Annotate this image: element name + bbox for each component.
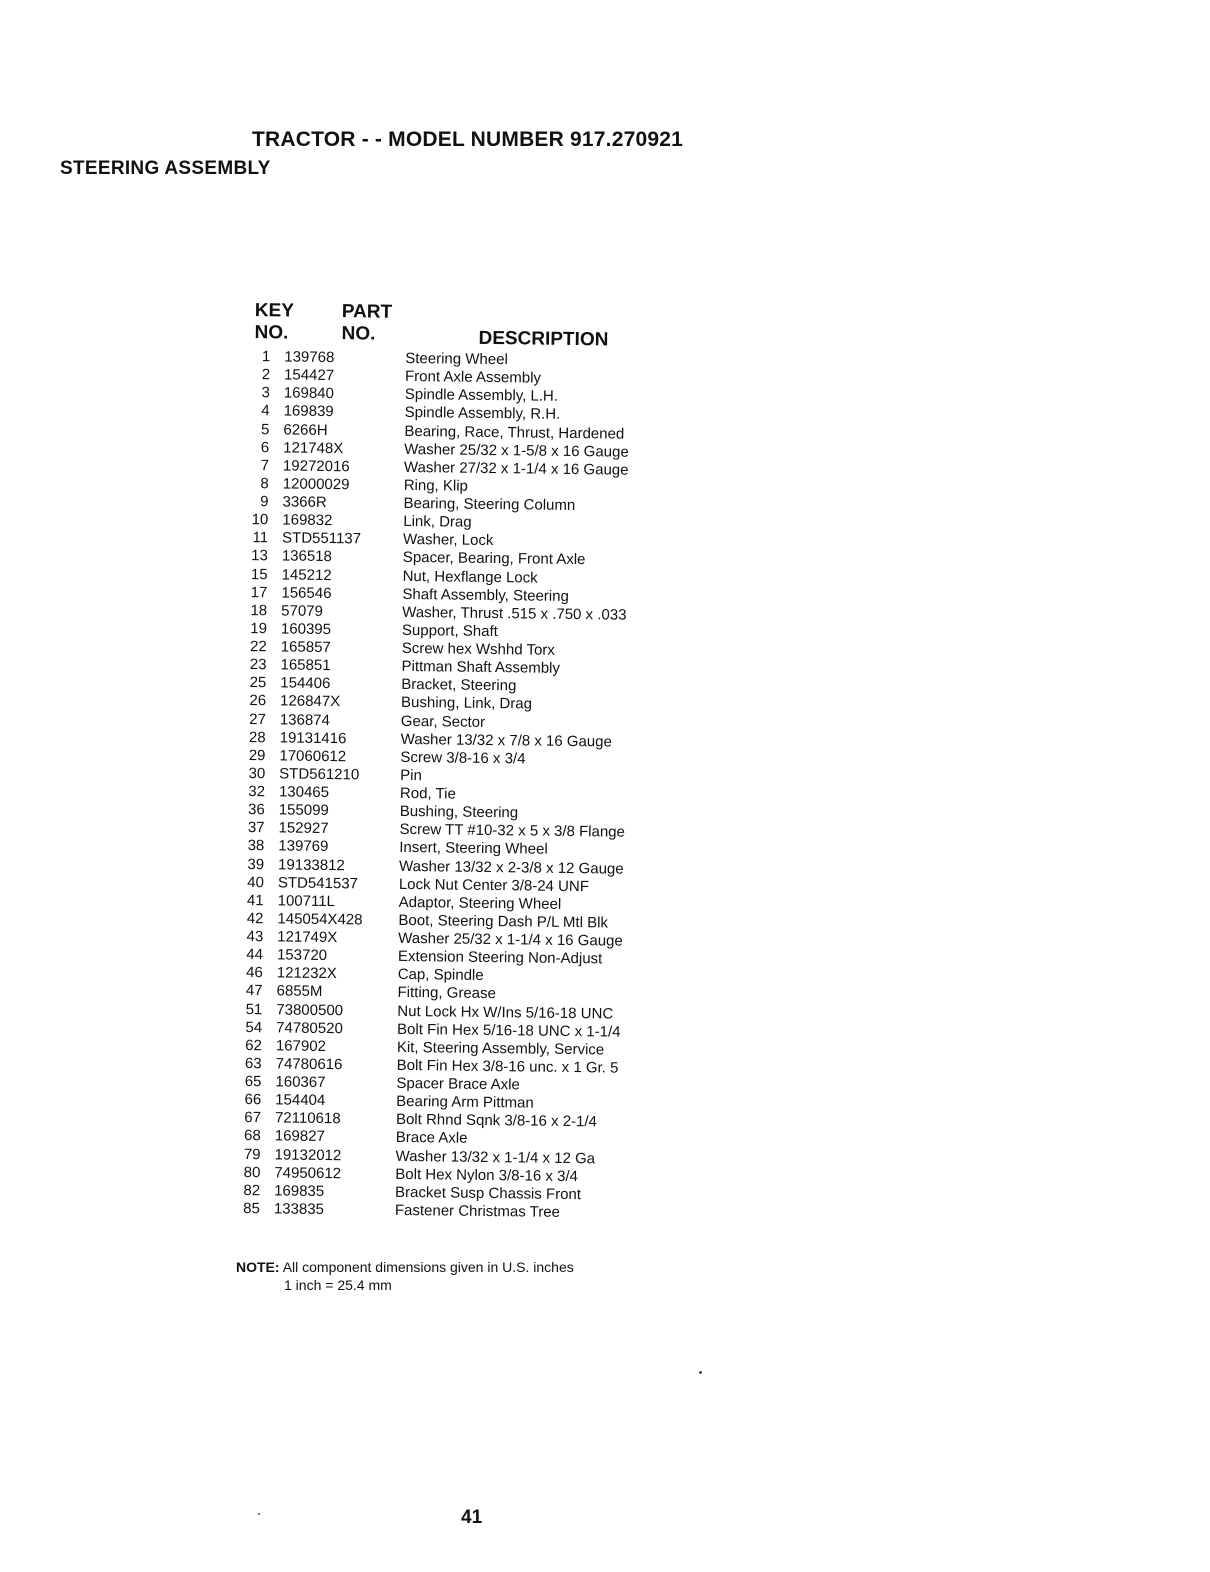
key-number: 6 — [260, 438, 270, 456]
part-number: 153720 — [276, 946, 328, 965]
page-title: TRACTOR - - MODEL NUMBER 917.270921 — [252, 128, 683, 151]
part-description: Bushing, Link, Drag — [400, 694, 533, 713]
key-number: 42 — [246, 909, 264, 928]
key-number: 85 — [243, 1199, 261, 1218]
part-description: Boot, Steering Dash P/L Mtl Blk — [398, 911, 609, 932]
key-number: 26 — [249, 692, 267, 710]
part-description: Washer 13/32 x 1-1/4 x 12 Ga — [395, 1147, 596, 1167]
parts-table — [236, 300, 687, 1223]
part-number: 133835 — [273, 1200, 325, 1218]
header-description: DESCRIPTION — [478, 327, 609, 351]
part-number: 165851 — [280, 656, 331, 675]
key-number: 82 — [243, 1181, 261, 1199]
key-number: 25 — [249, 674, 267, 692]
key-number: 39 — [247, 855, 265, 873]
part-number: 169840 — [283, 384, 335, 403]
part-description: Washer, Thrust .515 x .750 x .033 — [402, 603, 627, 624]
part-number: 100711L — [277, 892, 336, 910]
part-description: Kit, Steering Assembly, Service — [396, 1038, 605, 1059]
part-number: 19131416 — [279, 729, 347, 747]
part-description: Bolt Fin Hex 3/8-16 unc. x 1 Gr. 5 — [396, 1056, 619, 1077]
part-description: Washer, Lock — [402, 531, 494, 550]
part-description: Fitting, Grease — [397, 984, 497, 1003]
part-number: 160367 — [275, 1073, 326, 1092]
key-number: 4 — [261, 402, 270, 420]
part-description: Bolt Rhnd Sqnk 3/8-16 x 2-1/4 — [395, 1111, 598, 1131]
part-description: Gear, Sector — [400, 712, 486, 731]
part-number: 154427 — [283, 366, 335, 385]
part-description: Spindle Assembly, L.H. — [404, 386, 559, 406]
part-description: Steering Wheel — [405, 349, 508, 369]
part-number: 126847X — [279, 692, 341, 711]
part-description: Support, Shaft — [401, 621, 498, 640]
part-description: Bolt Fin Hex 5/16-18 UNC x 1-1/4 — [397, 1020, 621, 1041]
part-description: Pittman Shaft Assembly — [401, 658, 561, 677]
key-number: 18 — [250, 601, 268, 620]
header-key-line1: KEY — [254, 300, 295, 322]
key-number: 44 — [246, 946, 264, 964]
key-number: 27 — [249, 710, 266, 728]
part-number: 6266H — [283, 420, 328, 439]
key-number: 65 — [244, 1073, 262, 1091]
part-number: 73800500 — [276, 1000, 344, 1019]
part-number: 154404 — [275, 1091, 326, 1110]
part-number: 74780616 — [275, 1055, 343, 1074]
key-number: 8 — [260, 475, 269, 493]
part-description: Nut, Hexflange Lock — [402, 567, 538, 587]
part-number: 12000029 — [282, 475, 350, 494]
part-description: Adaptor, Steering Wheel — [398, 893, 562, 913]
part-number: 72110618 — [274, 1109, 341, 1128]
part-description: Spacer Brace Axle — [396, 1074, 520, 1094]
part-description: Link, Drag — [403, 513, 472, 531]
key-number: 10 — [251, 511, 269, 529]
part-description: Spacer, Bearing, Front Axle — [402, 549, 586, 569]
part-number: 74950612 — [274, 1164, 342, 1182]
part-number: 169827 — [274, 1127, 325, 1146]
key-number: 13 — [251, 547, 268, 565]
part-number: 160395 — [280, 620, 332, 638]
part-number: 121748X — [283, 439, 344, 457]
part-number: 136518 — [281, 547, 333, 566]
part-number: 169839 — [283, 402, 334, 421]
part-number: 6855M — [276, 982, 323, 1001]
part-number: 155099 — [278, 801, 329, 820]
part-number: 169832 — [282, 511, 333, 530]
key-number: 47 — [245, 982, 263, 1000]
part-description: Screw hex Wshhd Torx — [401, 639, 555, 659]
note — [236, 1258, 574, 1294]
header-part-line1: PART — [341, 301, 393, 323]
key-number: 22 — [249, 638, 267, 656]
part-description: Washer 25/32 x 1-5/8 x 16 Gauge — [404, 440, 629, 461]
part-number: 74780520 — [276, 1019, 343, 1037]
part-number: 169835 — [274, 1182, 325, 1200]
part-description: Bearing, Race, Thrust, Hardened — [404, 422, 625, 443]
key-number: 2 — [261, 366, 271, 384]
key-number: 9 — [260, 493, 269, 511]
part-number: 145054X428 — [277, 910, 363, 929]
part-number: 19272016 — [282, 457, 350, 476]
table-header — [246, 300, 687, 353]
part-description: Bearing, Steering Column — [403, 494, 576, 515]
key-number: 46 — [245, 964, 263, 982]
part-number: 139769 — [278, 837, 329, 856]
header-part-line2: NO. — [341, 323, 376, 345]
key-number: 43 — [246, 928, 264, 946]
part-number: 121749X — [277, 928, 338, 947]
part-number: 3366R — [282, 493, 327, 511]
part-description: Pin — [400, 766, 422, 785]
key-number: 23 — [249, 656, 267, 674]
part-number: 152927 — [278, 819, 329, 838]
key-number: 30 — [248, 764, 266, 783]
part-number: STD561210 — [279, 765, 360, 784]
key-number: 5 — [260, 420, 270, 438]
key-number: 29 — [248, 746, 266, 765]
part-description: Fastener Christmas Tree — [394, 1201, 561, 1221]
part-description: Shaft Assembly, Steering — [402, 585, 569, 605]
part-number: 136874 — [279, 710, 331, 729]
part-description: Washer 13/32 x 7/8 x 16 Gauge — [400, 730, 612, 751]
part-number: 130465 — [278, 783, 330, 802]
key-number: 17 — [250, 583, 268, 601]
part-number: 167902 — [275, 1037, 327, 1055]
part-number: 156546 — [281, 584, 332, 602]
part-description: Bushing, Steering — [399, 803, 519, 822]
part-description: Front Axle Assembly — [404, 368, 542, 387]
key-number: 68 — [243, 1127, 261, 1145]
key-number: 62 — [245, 1036, 262, 1054]
key-number: 80 — [243, 1163, 261, 1181]
key-number: 11 — [252, 529, 269, 547]
parts-list — [236, 348, 687, 1223]
part-number: 17060612 — [279, 747, 347, 765]
key-number: 28 — [248, 728, 266, 746]
note-conversion: 1 inch = 25.4 mm — [284, 1277, 392, 1293]
key-number: 67 — [244, 1109, 262, 1127]
part-description: Washer 25/32 x 1-1/4 x 16 Gauge — [398, 929, 623, 950]
key-number: 7 — [260, 456, 270, 475]
key-number: 1 — [261, 348, 271, 366]
key-number: 66 — [244, 1091, 262, 1109]
part-description: Nut Lock Hx W/Ins 5/16-18 UNC — [397, 1002, 614, 1023]
key-number: 41 — [246, 891, 264, 909]
part-description: Screw TT #10-32 x 5 x 3/8 Flange — [399, 821, 626, 841]
part-number: 165857 — [280, 638, 331, 657]
part-description: Bearing Arm Pittman — [396, 1093, 534, 1112]
key-number: 51 — [245, 1000, 263, 1018]
part-description: Lock Nut Center 3/8-24 UNF — [398, 875, 590, 895]
part-description: Rod, Tie — [399, 784, 456, 803]
part-number: 19133812 — [278, 855, 345, 874]
key-number: 38 — [247, 837, 265, 855]
section-subtitle: STEERING ASSEMBLY — [60, 158, 271, 179]
part-number: 145212 — [281, 565, 332, 584]
part-description: Bolt Hex Nylon 3/8-16 x 3/4 — [395, 1165, 579, 1185]
part-description: Bracket, Steering — [401, 676, 517, 695]
note-label: NOTE: — [236, 1259, 280, 1275]
key-number: 36 — [247, 801, 265, 819]
part-description: Ring, Klip — [403, 476, 469, 495]
part-description: Brace Axle — [395, 1129, 468, 1148]
part-description: Washer 27/32 x 1-1/4 x 16 Gauge — [403, 458, 629, 479]
part-number: 57079 — [281, 602, 324, 620]
part-number: 139768 — [284, 348, 335, 367]
part-number: 154406 — [280, 674, 331, 693]
scan-speck — [699, 1371, 702, 1374]
part-description: Screw 3/8-16 x 3/4 — [400, 748, 526, 768]
page-number: 41 — [461, 1507, 483, 1528]
part-number: 19132012 — [274, 1145, 342, 1164]
part-description: Insert, Steering Wheel — [399, 839, 548, 859]
note-text: All component dimensions given in U.S. inches — [282, 1259, 574, 1275]
scan-speck — [258, 1513, 260, 1515]
part-description: Bracket Susp Chassis Front — [395, 1183, 582, 1203]
key-number: 19 — [250, 619, 268, 638]
key-number: 3 — [261, 384, 270, 402]
key-number: 63 — [244, 1054, 262, 1073]
key-number: 79 — [243, 1145, 261, 1163]
part-description: Washer 13/32 x 2-3/8 x 12 Gauge — [398, 857, 624, 878]
header-key-line2: NO. — [254, 322, 289, 344]
part-number: STD551137 — [281, 529, 362, 548]
key-number: 37 — [247, 819, 265, 837]
part-number: STD541537 — [277, 874, 359, 893]
key-number: 40 — [247, 873, 264, 891]
part-description: Spindle Assembly, R.H. — [404, 404, 561, 424]
part-description: Cap, Spindle — [397, 966, 484, 985]
key-number: 54 — [245, 1018, 263, 1036]
key-number: 32 — [248, 783, 266, 801]
part-description: Extension Steering Non-Adjust — [397, 948, 603, 968]
part-number: 121232X — [276, 964, 337, 983]
key-number: 15 — [250, 565, 268, 583]
